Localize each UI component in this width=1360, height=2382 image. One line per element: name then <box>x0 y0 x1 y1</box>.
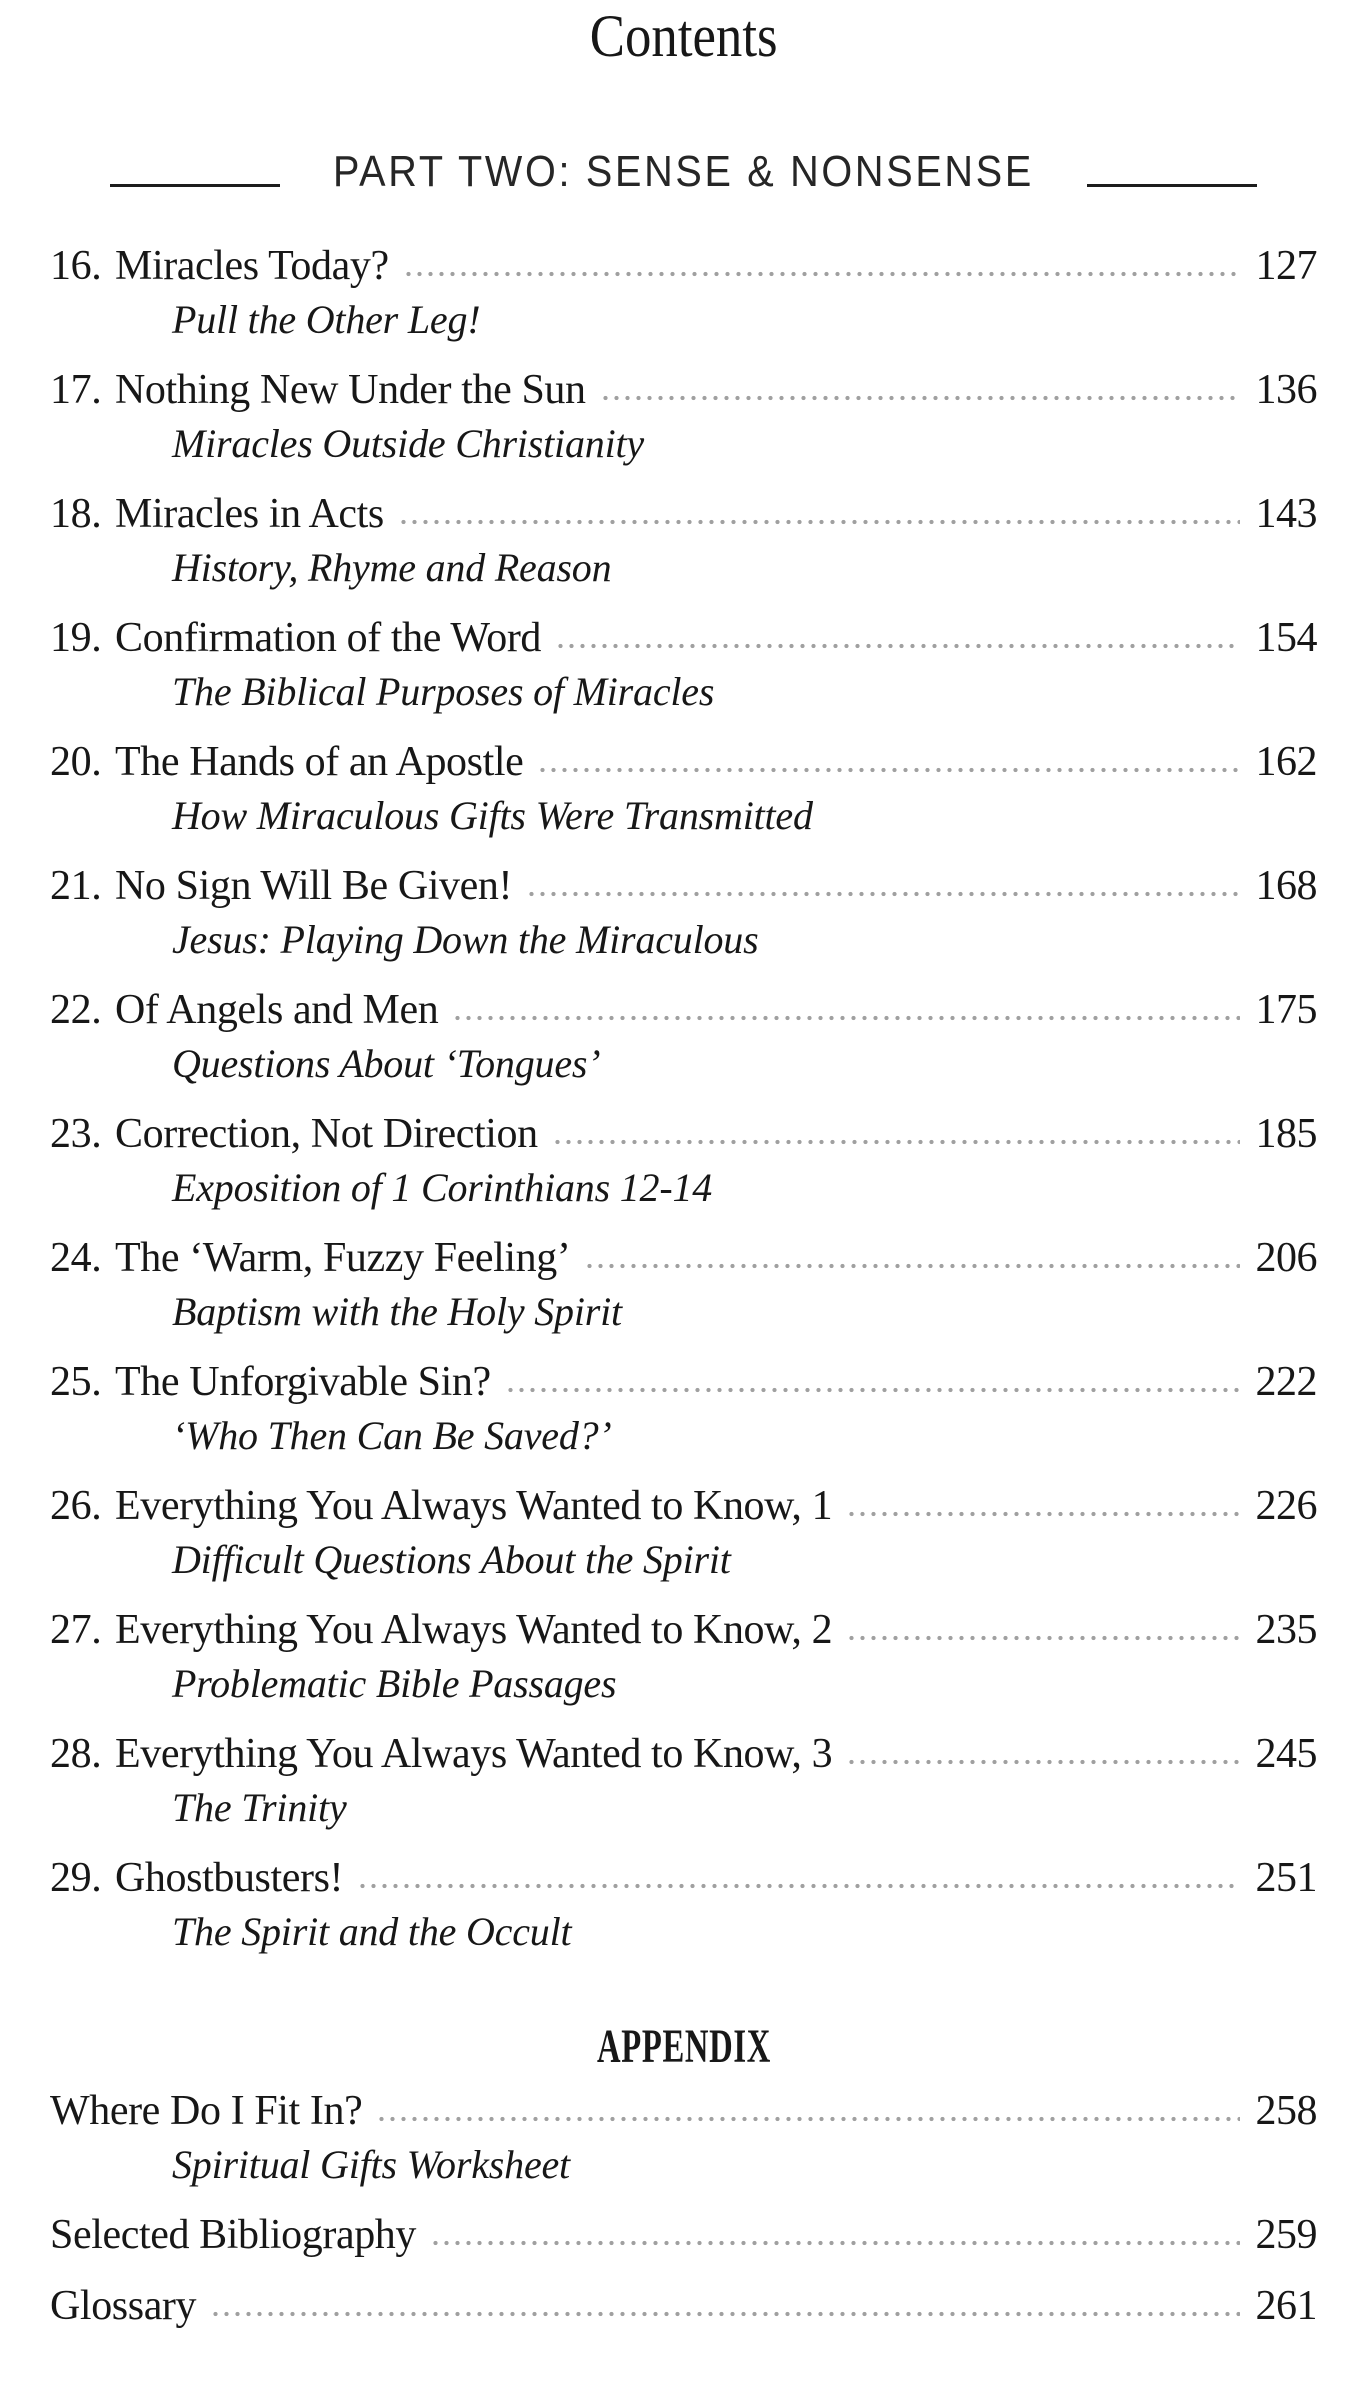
chapter-subtitle: Problematic Bible Passages <box>172 1661 617 1706</box>
dot-leader <box>552 1137 1240 1147</box>
chapter-subtitle: Baptism with the Holy Spirit <box>172 1289 622 1334</box>
toc-entry-link[interactable] <box>50 616 1317 660</box>
page-number: 136 <box>1255 367 1317 413</box>
chapter-number: 22. <box>50 987 102 1033</box>
appendix-entry-link[interactable] <box>50 2213 1317 2257</box>
dot-leader <box>505 1385 1240 1395</box>
page-number: 258 <box>1255 2088 1317 2134</box>
dot-leader <box>398 517 1240 527</box>
toc-entry <box>50 1732 1317 1829</box>
toc-entry-link[interactable] <box>50 1484 1317 1528</box>
page-number: 251 <box>1255 1855 1317 1901</box>
page-number: 245 <box>1255 1731 1317 1777</box>
dot-leader <box>846 1633 1239 1643</box>
page-number: 226 <box>1255 1483 1317 1529</box>
toc-entry <box>50 244 1317 341</box>
chapter-subtitle: Pull the Other Leg! <box>172 297 481 342</box>
page-number: 127 <box>1255 243 1317 289</box>
chapter-title: Everything You Always Wanted to Know, 2 <box>115 1607 833 1653</box>
appendix-heading-text: APPENDIX <box>596 2020 771 2073</box>
chapter-number: 20. <box>50 739 102 785</box>
page-number: 222 <box>1255 1359 1317 1405</box>
chapter-title: The Hands of an Apostle <box>115 739 524 785</box>
dot-leader <box>526 889 1239 899</box>
chapter-number: 18. <box>50 491 102 537</box>
chapter-subtitle: ‘Who Then Can Be Saved?’ <box>172 1413 612 1458</box>
chapter-title: Correction, Not Direction <box>115 1111 538 1157</box>
chapter-title: Everything You Always Wanted to Know, 1 <box>115 1483 833 1529</box>
chapter-subtitle: The Trinity <box>172 1785 347 1830</box>
dot-leader <box>430 2238 1239 2248</box>
chapter-number: 16. <box>50 243 102 289</box>
toc-entry <box>50 740 1317 837</box>
page-number: 162 <box>1255 739 1317 785</box>
chapter-subtitle: Jesus: Playing Down the Miraculous <box>172 917 759 962</box>
toc-entry <box>50 368 1317 465</box>
dot-leader <box>600 393 1240 403</box>
toc-entry <box>50 1236 1317 1333</box>
chapter-subtitle: Spiritual Gifts Worksheet <box>172 2142 570 2187</box>
chapter-title: Selected Bibliography <box>50 2212 417 2258</box>
page-number: 261 <box>1255 2283 1317 2329</box>
page-number: 154 <box>1255 615 1317 661</box>
toc-entry-link[interactable] <box>50 864 1317 908</box>
toc-entry <box>50 988 1317 1085</box>
chapter-title: Nothing New Under the Sun <box>115 367 586 413</box>
chapter-title: Where Do I Fit In? <box>50 2088 363 2134</box>
page-number: 235 <box>1255 1607 1317 1653</box>
heading-rule-left <box>110 184 280 187</box>
chapter-number: 28. <box>50 1731 102 1777</box>
chapter-number: 23. <box>50 1111 102 1157</box>
chapter-title: No Sign Will Be Given! <box>115 863 513 909</box>
chapter-number: 24. <box>50 1235 102 1281</box>
chapter-number: 19. <box>50 615 102 661</box>
chapter-subtitle: The Biblical Purposes of Miracles <box>172 669 715 714</box>
appendix-entry <box>50 2213 1317 2257</box>
chapter-number: 29. <box>50 1855 102 1901</box>
chapter-title: Ghostbusters! <box>115 1855 344 1901</box>
dot-leader <box>846 1757 1239 1767</box>
page-number: 206 <box>1255 1235 1317 1281</box>
chapter-title: The ‘Warm, Fuzzy Feeling’ <box>115 1235 571 1281</box>
toc-list <box>50 244 1317 1953</box>
chapter-title: Of Angels and Men <box>115 987 439 1033</box>
toc-entry <box>50 864 1317 961</box>
part-heading <box>50 148 1317 196</box>
dot-leader <box>403 269 1240 279</box>
toc-entry-link[interactable] <box>50 1856 1317 1900</box>
appendix-entry <box>50 2089 1317 2186</box>
chapter-number: 25. <box>50 1359 102 1405</box>
dot-leader <box>537 765 1239 775</box>
chapter-number: 17. <box>50 367 102 413</box>
chapter-title: Miracles Today? <box>115 243 389 289</box>
page-number: 168 <box>1255 863 1317 909</box>
dot-leader <box>376 2114 1239 2124</box>
chapter-subtitle: History, Rhyme and Reason <box>172 545 612 590</box>
part-heading-label: PART TWO: SENSE & NONSENSE <box>332 147 1035 196</box>
dot-leader <box>555 641 1239 651</box>
toc-entry <box>50 1856 1317 1953</box>
chapter-subtitle: How Miraculous Gifts Were Transmitted <box>172 793 813 838</box>
page-number: 185 <box>1255 1111 1317 1157</box>
chapter-subtitle: Miracles Outside Christianity <box>172 421 644 466</box>
dot-leader <box>846 1509 1239 1519</box>
page-title <box>50 4 1317 68</box>
toc-entry <box>50 1484 1317 1581</box>
dot-leader <box>357 1881 1239 1891</box>
toc-entry-link[interactable] <box>50 1732 1317 1776</box>
toc-entry-link[interactable] <box>50 988 1317 1032</box>
page-number: 143 <box>1255 491 1317 537</box>
chapter-title: Everything You Always Wanted to Know, 3 <box>115 1731 833 1777</box>
toc-entry <box>50 616 1317 713</box>
heading-rule-right <box>1087 184 1257 187</box>
page-title-text: Contents <box>589 3 778 69</box>
appendix-entry <box>50 2284 1317 2328</box>
chapter-subtitle: Questions About ‘Tongues’ <box>172 1041 601 1086</box>
chapter-number: 21. <box>50 863 102 909</box>
toc-entry-link[interactable] <box>50 1112 1317 1156</box>
chapter-subtitle: Exposition of 1 Corinthians 12-14 <box>172 1165 713 1210</box>
toc-entry-link[interactable] <box>50 492 1317 536</box>
page-number: 259 <box>1255 2212 1317 2258</box>
chapter-title: The Unforgivable Sin? <box>115 1359 491 1405</box>
appendix-entry-link[interactable] <box>50 2284 1317 2328</box>
toc-entry-link[interactable] <box>50 1360 1317 1404</box>
chapter-number: 26. <box>50 1483 102 1529</box>
dot-leader <box>452 1013 1239 1023</box>
toc-entry-link[interactable] <box>50 1608 1317 1652</box>
toc-entry-link[interactable] <box>50 740 1317 784</box>
chapter-number: 27. <box>50 1607 102 1653</box>
chapter-subtitle: Difficult Questions About the Spirit <box>172 1537 731 1582</box>
page-number: 175 <box>1255 987 1317 1033</box>
dot-leader <box>210 2309 1239 2319</box>
toc-entry <box>50 1360 1317 1457</box>
chapter-subtitle: The Spirit and the Occult <box>172 1909 572 1954</box>
toc-entry-link[interactable] <box>50 244 1317 288</box>
chapter-title: Glossary <box>50 2283 197 2329</box>
dot-leader <box>584 1261 1239 1271</box>
toc-entry-link[interactable] <box>50 368 1317 412</box>
chapter-title: Confirmation of the Word <box>115 615 542 661</box>
appendix-list <box>50 2089 1317 2328</box>
appendix-entry-link[interactable] <box>50 2089 1317 2133</box>
toc-entry-link[interactable] <box>50 1236 1317 1280</box>
toc-entry <box>50 492 1317 589</box>
chapter-title: Miracles in Acts <box>115 491 384 537</box>
appendix-heading <box>50 2021 1317 2073</box>
toc-entry <box>50 1608 1317 1705</box>
toc-entry <box>50 1112 1317 1209</box>
